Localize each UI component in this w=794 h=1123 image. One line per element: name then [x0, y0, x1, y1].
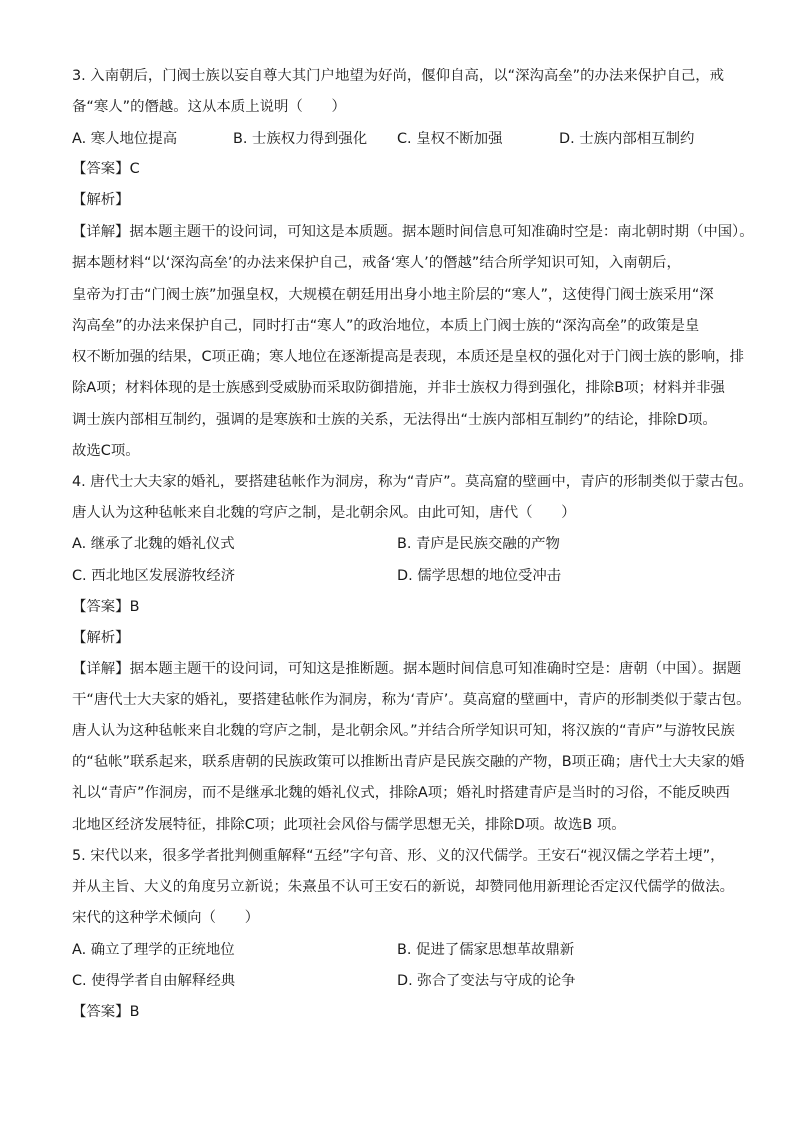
- q4-detail-line-6: 北地区经济发展特征，排除C项；此项社会风俗与儒学思想无关，排除D项。故选B 项。: [72, 817, 626, 833]
- q3-detail-line-4: 沟高垒”的办法来保护自己，同时打击“寒人”的政治地位，本质上门阀士族的“深沟高垒”的政策是皇: [72, 318, 700, 334]
- q3-stem-line-1: 3. 入南朝后，门阀士族以妄自尊大其门户地望为好尚，偃仰自高，以“深沟高垒”的办法来保护自己，戒: [72, 68, 725, 84]
- q5-option-b: B. 促进了儒家思想革故鼎新: [397, 942, 575, 958]
- q3-option-b: B. 士族权力得到强化: [233, 131, 368, 147]
- q3-analysis-label: 【解析】: [72, 192, 130, 208]
- q5-stem-line-1: 5. 宋代以来，很多学者批判侧重解释“五经”字句音、形、义的汉代儒学。王安石“视汉儒之学若土埂”，: [72, 848, 725, 864]
- q4-detail-line-2: 干“唐代士大夫家的婚礼，要搭建毡帐作为洞房，称为‘青庐’。莫高窟的壁画中，青庐的形制类似于蒙古包。: [72, 692, 751, 708]
- q3-option-c: C. 皇权不断加强: [397, 131, 503, 147]
- q5-stem-line-2: 并从主旨、大义的角度另立新说；朱熹虽不认可王安石的新说，却赞同他用新理论否定汉代儒学的做法。: [72, 879, 734, 895]
- q5-option-d: D. 弥合了变法与守成的论争: [397, 973, 576, 989]
- q5-option-c: C. 使得学者自由解释经典: [72, 973, 236, 989]
- q5-answer: [72, 1002, 139, 1022]
- q4-stem-line-2: 唐人认为这种毡帐来自北魏的穹庐之制，是北朝余风。由此可知，唐代（ ）: [72, 505, 576, 521]
- q3-detail-line-7: 调士族内部相互制约，强调的是寒族和士族的关系，无法得出“士族内部相互制约”的结论，排除D项。: [72, 412, 717, 428]
- q5-option-a: A. 确立了理学的正统地位: [72, 942, 235, 958]
- q3-detail-line-3: 皇帝为打击“门阀士族”加强皇权，大规模在朝廷用出身小地主阶层的“寒人”，这使得门阀士族采用“深: [72, 287, 714, 303]
- q3-detail-line-6: 除A项；材料体现的是士族感到受威胁而采取防御措施，并非士族权力得到强化，排除B项；材料并非强: [72, 380, 725, 396]
- answer-value: B: [129, 599, 140, 615]
- q3-stem-line-2: 备“寒人”的僭越。这从本质上说明（ ）: [72, 99, 346, 115]
- q3-answer: [72, 159, 140, 179]
- q4-option-a: A. 继承了北魏的婚礼仪式: [72, 536, 235, 552]
- answer-label: 【答案】: [72, 161, 130, 177]
- q4-detail-line-5: 礼以“青庐”作洞房，而不是继承北魏的婚礼仪式，排除A项；婚礼时搭建青庐是当时的习俗，不能反映西: [72, 785, 730, 801]
- q3-detail-line-8: 故选C项。: [72, 443, 140, 459]
- q3-option-a: A. 寒人地位提高: [72, 131, 178, 147]
- q4-stem-line-1: 4. 唐代士大夫家的婚礼，要搭建毡帐作为洞房，称为“青庐”。莫高窟的壁画中，青庐的形制类似于蒙古包。: [72, 474, 753, 490]
- q4-answer: [72, 597, 139, 617]
- q3-detail-line-2: 据本题材料“以‘深沟高垒’的办法来保护自己，戒备‘寒人’的僭越”结合所学知识可知，入南朝后，: [72, 255, 681, 271]
- q3-detail-line-5: 权不断加强的结果，C项正确；寒人地位在逐渐提高是表现，本质还是皇权的强化对于门阀士族的影响，排: [72, 349, 745, 365]
- answer-label: 【答案】: [72, 599, 130, 615]
- q4-detail-line-4: 的“毡帐”联系起来，联系唐朝的民族政策可以推断出青庐是民族交融的产物，B项正确；唐代士大夫家的婚: [72, 754, 745, 770]
- answer-value: B: [129, 1004, 140, 1020]
- q4-detail-line-1: 【详解】据本题主题干的设问词，可知这是推断题。据本题时间信息可知准确时空是：唐朝（中国）。据题: [72, 661, 742, 677]
- q3-option-d: D. 士族内部相互制约: [559, 131, 695, 147]
- answer-label: 【答案】: [72, 1004, 130, 1020]
- q4-detail-line-3: 唐人认为这种毡帐来自北魏的穹庐之制，是北朝余风。”并结合所学知识可知，将汉族的“青庐”与游牧民族: [72, 723, 735, 739]
- q3-detail-line-1: 【详解】据本题主题干的设问词，可知这是本质题。据本题时间信息可知准确时空是：南北朝时期（中国）。: [72, 224, 754, 240]
- q4-option-d: D. 儒学思想的地位受冲击: [397, 568, 562, 584]
- q5-stem-line-3: 宋代的这种学术倾向（ ）: [72, 910, 260, 926]
- q4-option-c: C. 西北地区发展游牧经济: [72, 568, 236, 584]
- answer-value: C: [129, 161, 140, 177]
- q4-option-b: B. 青庐是民族交融的产物: [397, 536, 560, 552]
- q4-analysis-label: 【解析】: [72, 630, 130, 646]
